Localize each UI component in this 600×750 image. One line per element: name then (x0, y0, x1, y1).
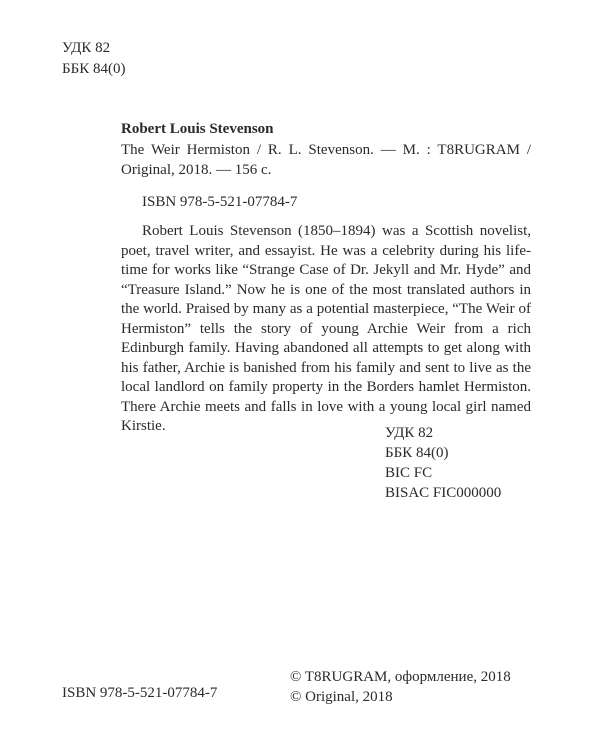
copyright (290, 667, 511, 707)
bibliographic-line-1: The Weir Hermiston / R. L. Stevenson. — M. : T8RUGRAM / (121, 142, 531, 158)
annotation-text: Robert Louis Stevenson (1850–1894) was a Scottish novelist, poet, travel writer, and essayist. He was a celebrity during his life-time for works like “Strange Case of Dr. Jekyll and Mr. Hyde” and “Treasure Island.” Now he is one of the most translated authors in the world. Praised by many as a potential masterpiece, “The Weir of Hermiston” tells the story of young Archie Weir from a rich Edinburgh family. Having abandoned all attempts to get along with his father, Archie is banished from his family and sent to live as the local landlord on family property in the Borders hamlet Hermiston. There Archie meets and falls in love with a young local girl named Kirstie. (121, 223, 531, 434)
author-name: Robert Louis Stevenson (121, 121, 274, 137)
udk-code-right: УДК 82 (385, 425, 434, 441)
copyright-line-1: © T8RUGRAM, оформление, 2018 (290, 669, 511, 685)
isbn: ISBN 978-5-521-07784-7 (142, 194, 298, 210)
classification-top (62, 38, 125, 80)
udk-code: УДК 82 (62, 40, 111, 56)
bibliographic-line-2: Original, 2018. — 156 с. (121, 162, 272, 178)
annotation (121, 222, 531, 437)
bbk-code: ББК 84(0) (62, 61, 126, 77)
bbk-code-right: ББК 84(0) (385, 445, 449, 461)
classification-right (385, 423, 501, 503)
copyright-line-2: © Original, 2018 (290, 689, 393, 705)
bic-code: BIC FC (385, 465, 433, 481)
isbn-bottom: ISBN 978-5-521-07784-7 (62, 685, 218, 701)
bisac-code: BISAC FIC000000 (385, 485, 502, 501)
